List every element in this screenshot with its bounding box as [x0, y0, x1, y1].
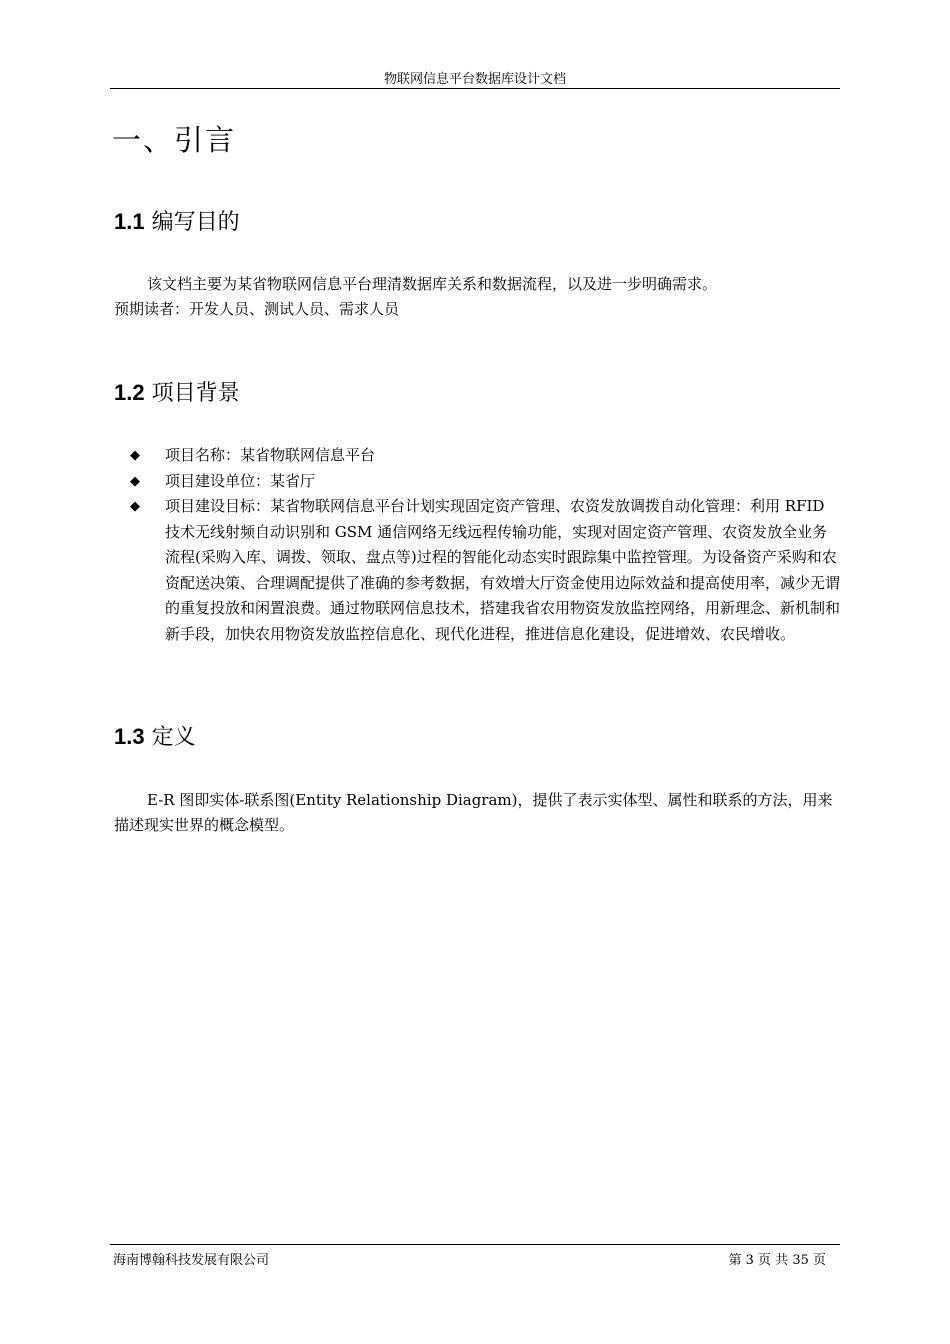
list-item [130, 494, 842, 647]
list-item-text: 项目建设目标：某省物联网信息平台计划实现固定资产管理、农资发放调拨自动化管理：利用 RFID 技术无线射频自动识别和 GSM 通信网络无线远程传输功能，实现对固定资产管理、农资发放全业务流程(采购入库、调拨、领取、盘点等)过程的智能化动态实时跟踪集中监控管理。为设备资产采购和农资配送决策、合理调配提供了准确的参考数据，有效增大厅资金使用边际效益和提高使用率，减少无谓的重复投放和闲置浪费。通过物联网信息技术，搭建我省农用物资发放监控网络，用新理念、新机制和新手段，加快农用物资发放监控信息化、现代化进程，推进信息化建设，促进增效、农民增收。 [165, 497, 841, 643]
section-heading-1-2 [114, 376, 240, 407]
page-header-title: 物联网信息平台数据库设计文档 [383, 72, 566, 87]
diamond-bullet-icon: ◆ [130, 499, 140, 514]
list-item [130, 443, 842, 469]
footer-divider [110, 1244, 840, 1245]
section-title: 编写目的 [151, 210, 240, 235]
section-number: 1.3 [114, 724, 145, 749]
section-title: 项目背景 [151, 381, 240, 406]
background-bullet-list [130, 443, 842, 647]
section-number: 1.2 [114, 380, 145, 405]
list-item-text: 项目名称：某省物联网信息平台 [165, 446, 376, 464]
footer-company: 海南博翰科技发展有限公司 [113, 1253, 270, 1268]
footer-page-number: 第 3 页 共 35 页 [728, 1253, 826, 1268]
header-divider [110, 88, 840, 89]
definition-paragraph: E-R 图即实体-联系图(Entity Relationship Diagram)，提供了表示实体型、属性和联系的方法，用来描述现实世界的概念模型。 [114, 791, 833, 834]
section-title: 定义 [151, 725, 196, 750]
readers-paragraph: 预期读者：开发人员、测试人员、需求人员 [114, 300, 400, 318]
diamond-bullet-icon: ◆ [130, 448, 140, 463]
section-heading-1-3 [114, 720, 196, 751]
purpose-paragraph: 该文档主要为某省物联网信息平台理清数据库关系和数据流程，以及进一步明确需求。 [147, 275, 718, 293]
section-heading-1-1 [114, 205, 240, 236]
list-item [130, 469, 842, 495]
diamond-bullet-icon: ◆ [130, 473, 140, 489]
section-number: 1.1 [114, 209, 145, 234]
chapter-title: 一、引言 [112, 123, 237, 157]
list-item-text: 项目建设单位：某省厅 [165, 471, 316, 490]
